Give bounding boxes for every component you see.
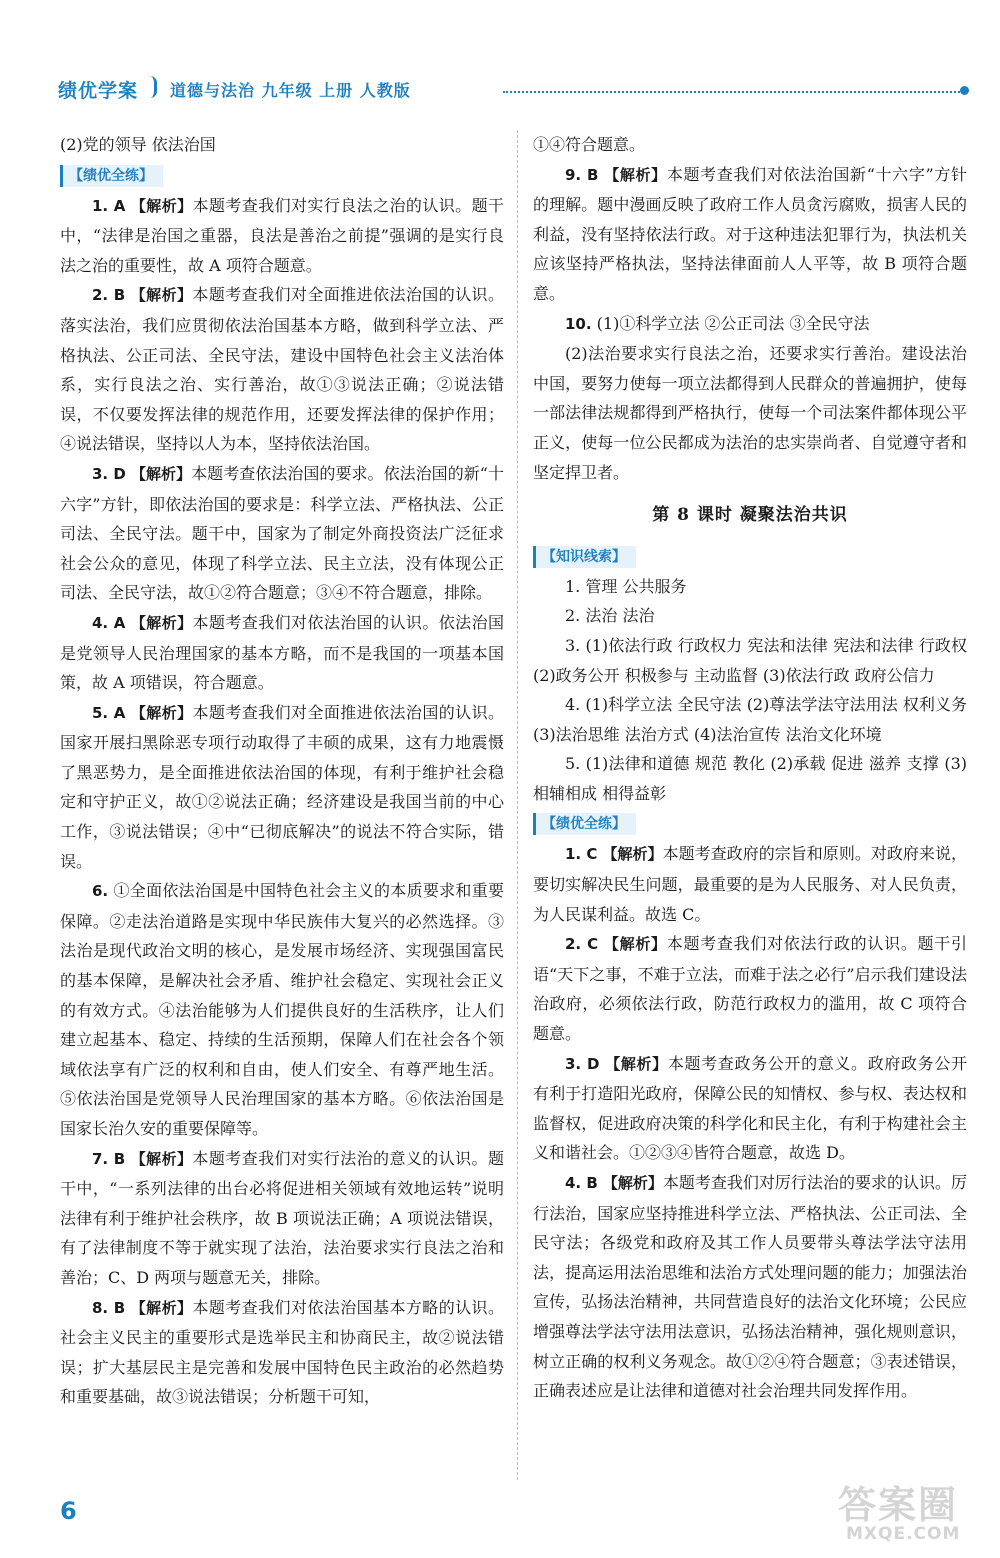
answer-text: ①全面依法治国是中国特色社会主义的本质要求和重要保障。②走法治道路是实现中华民族伟大复兴的必然选择。③法治是现代政治文明的核心，是发展市场经济、实现强国富民的基本保障，是解决社会矛盾、维护社会稳定、实现社会正义的有效方式。④法治能够为人们提供良好的生活秩序，让人们建立起基本、稳定、持续的生活预期，保障人们在社会各个领域依法享有广泛的权利和自由，使人们安全、有尊严地生活。⑤依法治国是党领导人民治理国家的基本方略。⑥依法治国是国家长治久安的重要保障等。	[60, 881, 504, 1138]
answer-number: 4. A	[92, 613, 126, 632]
answer-number: 8. B	[92, 1298, 126, 1317]
answer-continuation: (2)党的领导 依法治国	[60, 135, 216, 154]
answer-item	[60, 876, 504, 1143]
answer-number: 2. C	[565, 935, 599, 954]
analysis-tag: 【解析】	[130, 1298, 193, 1317]
analysis-tag: 【解析】	[130, 613, 193, 632]
answer-item	[60, 459, 504, 608]
analysis-tag: 【解析】	[605, 1054, 668, 1073]
right-column	[533, 130, 967, 1406]
answer-number: 1. A	[92, 196, 126, 215]
knowledge-item: 5. (1)法律和道德 规范 教化 (2)承载 促进 滋养 支撑 (3)相辅相成 相得益彰	[533, 754, 967, 803]
answer-number: 1. C	[565, 845, 598, 864]
answer-item	[60, 608, 504, 698]
page-header	[58, 74, 970, 114]
answer-text: 本题考查我们对依法治国新“十六字”方针的理解。题中漫画反映了政府工作人员贪污腐败，损害人民的利益，没有坚持依法行政。对于这种违法犯罪行为，执法机关应该坚持严格执法，坚持法律面前人人平等，故 B 项符合题意。	[533, 164, 967, 303]
answer-number: 7. B	[92, 1149, 126, 1168]
answer-text: 本题考查我们对实行良法之治的认识。题干中，“法律是治国之重器，良法是善治之前提”强调的是实行良法之治的重要性，故 A 项符合题意。	[60, 195, 504, 275]
analysis-tag: 【解析】	[602, 1174, 663, 1192]
section-tag-practice: 【绩优全练】	[60, 165, 163, 187]
section-tag-knowledge: 【知识线索】	[533, 546, 636, 568]
answer-text: 本题考查我们对依法治国的认识。依法治国是党领导人民治理国家的基本方略，而不是我国的一项基本国策，故 A 项错误，符合题意。	[60, 612, 504, 693]
answer-number: 6.	[92, 882, 109, 901]
analysis-tag: 【解析】	[130, 196, 193, 215]
header-rule-dot	[960, 86, 969, 95]
right-answer-list-b	[533, 839, 967, 1405]
answer-number: 2. B	[92, 286, 126, 305]
header-dotted-rule	[503, 91, 963, 93]
answer-item	[60, 1293, 504, 1412]
answer-item	[533, 309, 967, 340]
answer-continuation: ①④符合题意。	[533, 135, 646, 154]
analysis-tag: 【解析】	[602, 845, 663, 864]
knowledge-item: 3. (1)依法行政 行政权力 宪法和法律 宪法和法律 行政权 (2)政务公开 积极参与 主动监督 (3)依法行政 政府公信力	[533, 635, 967, 685]
answer-item	[533, 1049, 967, 1168]
knowledge-item: 2. 法治 法治	[565, 606, 655, 626]
answer-text: 本题考查我们对全面推进依法治国的认识。国家开展扫黑除恶专项行动取得了丰硕的成果，这有力地震慑了黑恶势力，是全面推进依法治国的体现，有利于维护社会稳定和守护正义，故①②说法正确；经济建设是我国当前的中心工作，③说法错误；④中“已彻底解决”的说法不符合实际，错误。	[60, 702, 504, 871]
answer-number: 5. A	[92, 703, 126, 722]
page-number: 6	[60, 1497, 77, 1525]
analysis-tag: 【解析】	[130, 703, 193, 722]
left-answer-list	[60, 191, 504, 1412]
analysis-tag: 【解析】	[130, 1149, 193, 1168]
answer-item	[533, 1168, 967, 1406]
answer-text: 本题考查政府的宗旨和原则。对政府来说，要切实解决民生问题，最重要的是为人民服务、对人民负责，为人民谋利益。故选 C。	[533, 844, 967, 924]
answer-number: 9. B	[565, 165, 599, 184]
column-divider	[517, 130, 518, 1480]
answer-item	[533, 160, 967, 309]
brand-logo: 绩优学案	[58, 80, 139, 102]
analysis-tag: 【解析】	[604, 165, 667, 184]
subject-line: 道德与法治 九年级 上册 人教版	[170, 81, 411, 100]
answer-item	[60, 1144, 504, 1293]
answer-text: (1)①科学立法 ②公正司法 ③全民守法	[596, 313, 870, 333]
knowledge-list	[533, 572, 967, 809]
watermark-url: MXQE.COM	[846, 1524, 961, 1544]
answer-number: 10.	[565, 314, 592, 333]
answer-item	[60, 280, 504, 459]
answer-text: 本题考查我们对实行法治的意义的认识。题干中，“一系列法律的出台必将促进相关领域有效地运转”说明法律有利于维护社会秩序，故 B 项说法正确；A 项说法错误，有了法律制度不等于就实现了法治，法治要求实行良法之治和善治；C、D 两项与题意无关，排除。	[60, 1148, 504, 1287]
answer-text: 本题考查我们对厉行法治的要求的认识。厉行法治，国家应坚持推进科学立法、严格执法、公正司法、全民守法；各级党和政府及其工作人员要带头尊法学法守法用法，提高运用法治思维和法治方式处理问题的能力；加强法治宣传，弘扬法治精神，共同营造良好的法治文化环境；公民应增强尊法学法守法用法意识，弘扬法治精神，强化规则意识，树立正确的权利义务观念。故①②④符合题意；③表述错误，正确表述应是让法律和道德对社会治理共同发挥作用。	[533, 1173, 967, 1401]
watermark-text: 答案圈	[838, 1483, 959, 1527]
lesson-title: 第 8 课时 凝聚法治共识	[652, 505, 848, 526]
answer-item	[60, 191, 504, 281]
answer-number: 3. D	[565, 1054, 600, 1073]
answer-text: 本题考查政务公开的意义。政府政务公开有利于打造阳光政府，保障公民的知情权、参与权、表达权和监督权，促进政府决策的科学化和民主化，有利于构建社会主义和谐社会。①②③④皆符合题意，故选 D。	[533, 1053, 967, 1163]
answer-item	[533, 339, 967, 487]
answer-text: 本题考查我们对依法治国基本方略的认识。社会主义民主的重要形式是选举民主和协商民主，故②说法错误；扩大基层民主是完善和发展中国特色民主政治的必然趋势和重要基础，故③说法错误；分析题干可知，	[60, 1297, 504, 1407]
answer-item	[533, 929, 967, 1048]
answer-text: (2)法治要求实行良法之治，还要求实行善治。建设法治中国，要努力使每一项立法都得到人民群众的普遍拥护，使每一部法律法规都得到严格执行，使每一个司法案件都体现公平正义，使每一位公民都成为法治的忠实崇尚者、自觉遵守者和坚定捍卫者。	[533, 344, 967, 482]
answer-number: 4. B	[565, 1174, 598, 1192]
answer-number: 3. D	[92, 464, 126, 483]
left-column	[60, 130, 504, 1412]
section-tag-practice: 【绩优全练】	[533, 813, 636, 835]
answer-text: 本题考查我们对依法行政的认识。题干引语“天下之事，不难于立法，而难于法之必行”启示我们建设法治政府，必须依法行政，防范行政权力的滥用，故 C 项符合题意。	[533, 934, 967, 1044]
answer-text: 本题考查我们对全面推进依法治国的认识。落实法治，我们应贯彻依法治国基本方略，做到科学立法、严格执法、公正司法、全民守法，建设中国特色社会主义法治体系，实行良法之治、实行善治，故①③说法正确；②说法错误，不仅要发挥法律的规范作用，还要发挥法律的保护作用；④说法错误，坚持以人为本，坚持依法治国。	[60, 285, 504, 454]
answer-item	[533, 839, 967, 929]
watermark-logo	[838, 1474, 978, 1550]
right-answer-list-a	[533, 160, 967, 488]
knowledge-item: 4. (1)科学立法 全民守法 (2)尊法学法守法用法 权利义务 (3)法治思维 法治方式 (4)法治宣传 法治文化环境	[533, 695, 967, 744]
analysis-tag: 【解析】	[130, 464, 192, 483]
analysis-tag: 【解析】	[603, 935, 667, 954]
knowledge-item: 1. 管理 公共服务	[565, 576, 687, 596]
answer-text: 本题考查依法治国的要求。依法治国的新“十六字”方针，即依法治国的要求是：科学立法、严格执法、公正司法、全民守法。题干中，国家为了制定外商投资法广泛征求社会公众的意见，体现了科学立法、民主立法，没有体现公正司法、全民守法，故①②符合题意；③④不符合题意，排除。	[60, 463, 504, 603]
analysis-tag: 【解析】	[130, 286, 193, 305]
brand-bracket	[150, 76, 157, 98]
answer-item	[60, 698, 504, 877]
